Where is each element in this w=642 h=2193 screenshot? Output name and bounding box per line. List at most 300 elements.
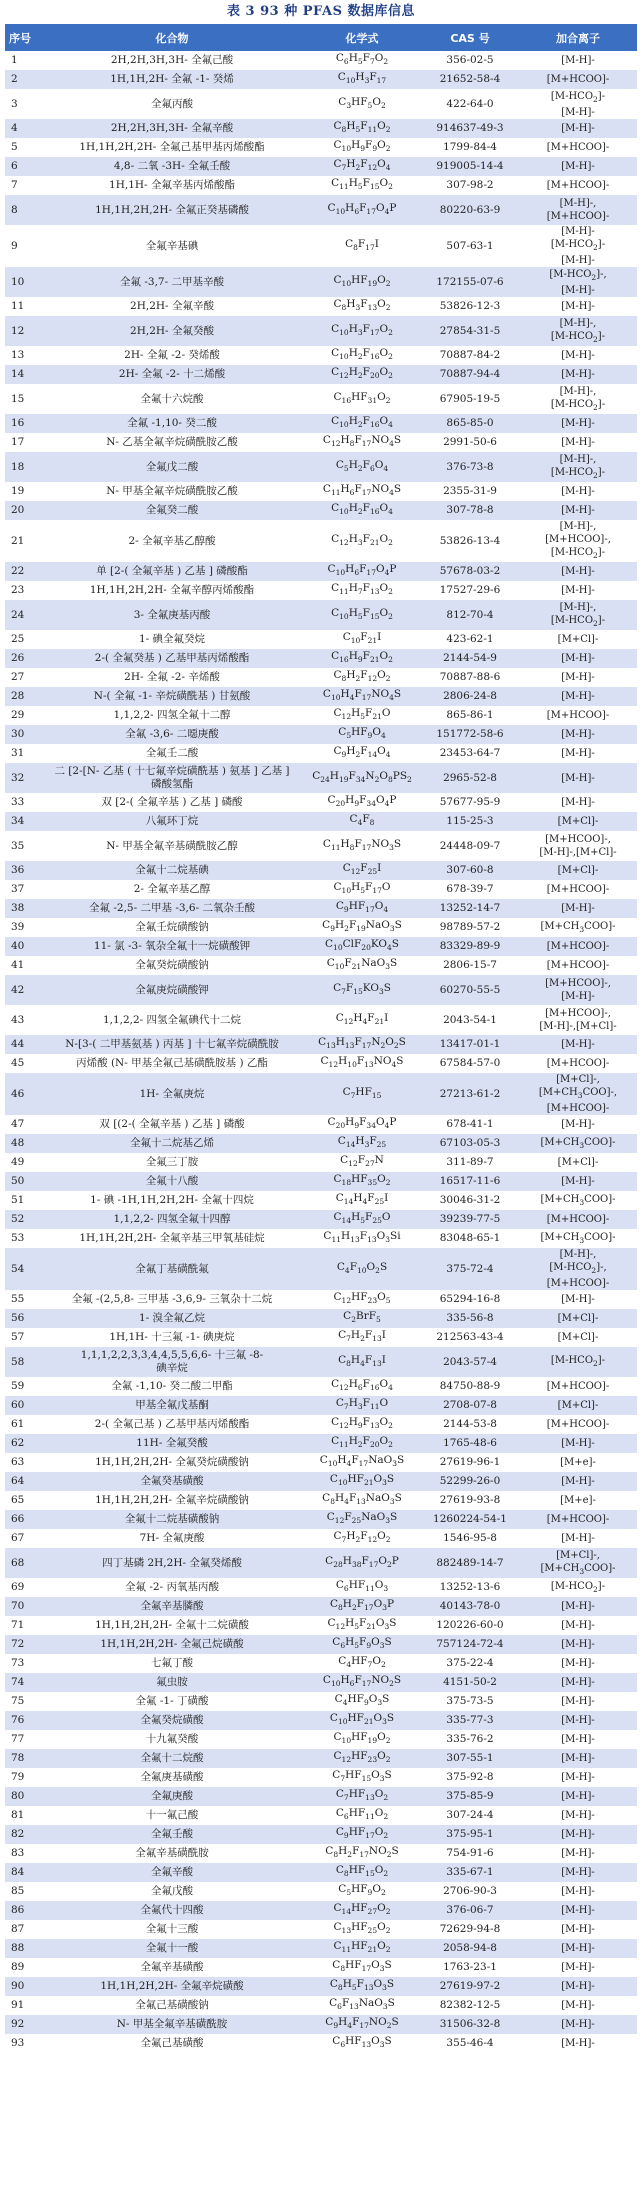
table-row [5,1692,637,1711]
compound-name: 1H- 全氟庚烷 [41,1073,303,1115]
row-number: 87 [5,1920,41,1939]
compound-name: 全氟 -3,7- 二甲基辛酸 [41,267,303,297]
cas-number: 2991-50-6 [421,433,519,452]
cas-number: 120226-60-0 [421,1616,519,1635]
cas-number: 40143-78-0 [421,1597,519,1616]
compound-name: 全氟十八酸 [41,1172,303,1191]
chemical-formula: $C_{14}H_4F_{25}I$ [303,1191,421,1210]
table-row [5,384,637,414]
adduct-ion: [M-H]- [519,1806,637,1825]
adduct-ion: [M+Cl]-, $[M+CH_3COO]-$ [519,1548,637,1578]
compound-name: 二 [2-[N- 乙基 ( 十七氟辛烷磺酰基 ) 氨基 ] 乙基 ] 磷酸氢酯 [41,763,303,793]
row-number: 18 [5,452,41,482]
adduct-ion: [M+Cl]- [519,1309,637,1328]
adduct-ion: $[M-HCO_2]-$ [519,1347,637,1377]
row-number: 88 [5,1939,41,1958]
table-row [5,433,637,452]
compound-name: 十九氟癸酸 [41,1730,303,1749]
compound-name: 八氟环丁烷 [41,812,303,831]
row-number: 42 [5,975,41,1005]
table-row [5,1939,637,1958]
compound-name: 全氟代十四酸 [41,1901,303,1920]
compound-name: 1H,1H,2H,2H- 全氟辛醇丙烯酸酯 [41,581,303,600]
row-number: 73 [5,1654,41,1673]
cas-number: 1765-48-6 [421,1434,519,1453]
header-formula: 化学式 [303,24,421,51]
adduct-ion: [M-H]- [519,1654,637,1673]
row-number: 68 [5,1548,41,1578]
row-number: 48 [5,1134,41,1153]
adduct-ion: [M-H]-, $[M-HCO_2]-$ [519,384,637,414]
table-row [5,1328,637,1347]
compound-name: 全氟己基磺酸钠 [41,1996,303,2015]
table-row [5,918,637,937]
table-row [5,1578,637,1597]
compound-name: 1H,1H,2H,2H- 全氟正癸基磷酸 [41,195,303,225]
cas-number: 53826-13-4 [421,520,519,562]
table-row [5,1882,637,1901]
compound-name: 全氟十二烷基磺酸钠 [41,1510,303,1529]
table-row [5,520,637,562]
chemical-formula: $C_7H_2F_{12}O_2$ [303,1529,421,1548]
adduct-ion: [M-H]-, [M+HCOO]- [519,195,637,225]
row-number: 82 [5,1825,41,1844]
compound-name: 1H,1H,2H- 全氟 -1- 癸烯 [41,70,303,89]
table-row [5,2015,637,2034]
chemical-formula: $C_{10}H_3F_{17}O_2$ [303,316,421,346]
table-row [5,1377,637,1396]
adduct-ion: [M-H]- [519,581,637,600]
adduct-ion: $[M-HCO_2]-$ [519,1578,637,1597]
table-row [5,1825,637,1844]
row-number: 15 [5,384,41,414]
cas-number: 53826-12-3 [421,297,519,316]
adduct-ion: [M+HCOO]- [519,1510,637,1529]
row-number: 49 [5,1153,41,1172]
cas-number: 4151-50-2 [421,1673,519,1692]
row-number: 31 [5,744,41,763]
adduct-ion: [M-H]- [519,1035,637,1054]
compound-name: 全氟戊二酸 [41,452,303,482]
cas-number: 31506-32-8 [421,2015,519,2034]
row-number: 51 [5,1191,41,1210]
adduct-ion: [M-H]- [519,793,637,812]
row-number: 65 [5,1491,41,1510]
cas-number: 1546-95-8 [421,1529,519,1548]
row-number: 24 [5,600,41,630]
compound-name: 1H,1H- 十三氟 -1- 碘庚烷 [41,1328,303,1347]
row-number: 69 [5,1578,41,1597]
row-number: 9 [5,225,41,267]
chemical-formula: $C_{12}F_{25}NaO_3S$ [303,1510,421,1529]
adduct-ion: [M+Cl]- [519,1153,637,1172]
adduct-ion: [M-H]- [519,482,637,501]
adduct-ion: [M+HCOO]-, [M-H]-,[M+Cl]- [519,831,637,861]
adduct-ion: $[M-HCO_2]-$ [M-H]- [519,89,637,119]
cas-number: 375-72-4 [421,1248,519,1290]
compound-name: N-( 全氟 -1- 辛烷磺酰基 ) 甘氨酸 [41,687,303,706]
row-number: 40 [5,937,41,956]
row-number: 52 [5,1210,41,1229]
adduct-ion: [M-H]- [519,744,637,763]
compound-name: 11H- 全氟癸酸 [41,1434,303,1453]
row-number: 90 [5,1977,41,1996]
adduct-ion: [M-H]- [519,562,637,581]
table-row [5,956,637,975]
table-row [5,1749,637,1768]
adduct-ion: [M+Cl]- [519,861,637,880]
row-number: 6 [5,157,41,176]
cas-number: 2144-54-9 [421,649,519,668]
chemical-formula: $C_7HF_{15}$ [303,1073,421,1115]
compound-name: 1,1,1,2,2,3,3,4,4,5,5,6,6- 十三氟 -8- 碘辛烷 [41,1347,303,1377]
cas-number: 754-91-6 [421,1844,519,1863]
table-row [5,2034,637,2053]
row-number: 25 [5,630,41,649]
chemical-formula: $C_9HF_{17}O_4$ [303,899,421,918]
compound-name: N- 甲基全氟辛烷磺酰胺乙酸 [41,482,303,501]
adduct-ion: [M-H]- $[M-HCO_2]-$ [M-H]- [519,225,637,267]
chemical-formula: $C_4F_8$ [303,812,421,831]
cas-number: 57677-95-9 [421,793,519,812]
table-row [5,1248,637,1290]
row-number: 57 [5,1328,41,1347]
table-row [5,1434,637,1453]
cas-number: 2355-31-9 [421,482,519,501]
table-header [5,24,637,51]
adduct-ion: [M-H]- [519,1434,637,1453]
adduct-ion: [M-H]- [519,668,637,687]
cas-number: 507-63-1 [421,225,519,267]
adduct-ion: [M-H]- [519,1172,637,1191]
chemical-formula: $C_5HF_9O_2$ [303,1882,421,1901]
cas-number: 70887-88-6 [421,668,519,687]
chemical-formula: $C_{12}H_8F_{17}NO_4S$ [303,433,421,452]
compound-name: 1- 溴全氟乙烷 [41,1309,303,1328]
compound-name: 双 [(2-( 全氟辛基 ) 乙基 ] 磷酸 [41,1115,303,1134]
chemical-formula: $C_7H_3F_{11}O$ [303,1396,421,1415]
row-number: 59 [5,1377,41,1396]
compound-name: 2H,2H- 全氟辛酸 [41,297,303,316]
chemical-formula: $C_6HF_{11}O_3$ [303,1578,421,1597]
cas-number: 375-92-8 [421,1768,519,1787]
adduct-ion: [M-H]- [519,1958,637,1977]
row-number: 77 [5,1730,41,1749]
adduct-ion: [M+e]- [519,1491,637,1510]
cas-number: 52299-26-0 [421,1472,519,1491]
table-row [5,1134,637,1153]
adduct-ion: [M-H]- [519,414,637,433]
row-number: 91 [5,1996,41,2015]
compound-name: 全氟 -3,6- 二噁庚酸 [41,725,303,744]
cas-number: 2043-57-4 [421,1347,519,1377]
compound-name: N- 乙基全氟辛烷磺酰胺乙酸 [41,433,303,452]
table-row [5,649,637,668]
row-number: 29 [5,706,41,725]
chemical-formula: $C_{12}H_6F_{16}O_4$ [303,1377,421,1396]
cas-number: 67103-05-3 [421,1134,519,1153]
table-row [5,195,637,225]
adduct-ion: [M-H]- [519,1901,637,1920]
row-number: 26 [5,649,41,668]
chemical-formula: $C_{12}H_4F_{21}I$ [303,1005,421,1035]
chemical-formula: $C_{10}H_5F_{15}O_2$ [303,600,421,630]
cas-number: 2708-07-8 [421,1396,519,1415]
cas-number: 375-22-4 [421,1654,519,1673]
compound-name: 甲基全氟戊基酮 [41,1396,303,1415]
compound-name: 四丁基磷 2H,2H- 全氟癸烯酸 [41,1548,303,1578]
compound-name: 全氟壬酸 [41,1825,303,1844]
compound-name: 十一氟己酸 [41,1806,303,1825]
cas-number: 151772-58-6 [421,725,519,744]
table-row [5,1863,637,1882]
chemical-formula: $C_{12}H_5F_{21}O$ [303,706,421,725]
chemical-formula: $C_5H_2F_6O_4$ [303,452,421,482]
adduct-ion: [M-H]- [519,1939,637,1958]
compound-name: 全氟丁基磺酰氟 [41,1248,303,1290]
adduct-ion: [M-H]- [519,1768,637,1787]
chemical-formula: $C_{16}HF_{31}O_2$ [303,384,421,414]
table-row [5,1054,637,1073]
adduct-ion: [M+HCOO]- [519,880,637,899]
cas-number: 57678-03-2 [421,562,519,581]
cas-number: 2058-94-8 [421,1939,519,1958]
table-row [5,1996,637,2015]
table-row [5,1415,637,1434]
table-row [5,975,637,1005]
table-row [5,1977,637,1996]
cas-number: 307-60-8 [421,861,519,880]
cas-number: 13252-14-7 [421,899,519,918]
adduct-ion: $[M+CH_3COO]-$ [519,918,637,937]
compound-name: 全氟癸基磺酸 [41,1472,303,1491]
chemical-formula: $C_{10}H_5F_{17}O$ [303,880,421,899]
adduct-ion: [M+Cl]- [519,812,637,831]
table-row [5,1958,637,1977]
chemical-formula: $C_6H_5F_9O_3S$ [303,1635,421,1654]
cas-number: 307-24-4 [421,1806,519,1825]
cas-number: 83329-89-9 [421,937,519,956]
row-number: 72 [5,1635,41,1654]
chemical-formula: $C_{12}F_{27}N$ [303,1153,421,1172]
compound-name: 全氟庚烷磺酸钾 [41,975,303,1005]
compound-name: 全氟 -1- 丁磺酸 [41,1692,303,1711]
table-row [5,899,637,918]
row-number: 46 [5,1073,41,1115]
adduct-ion: [M-H]- [519,346,637,365]
table-row [5,1453,637,1472]
row-number: 32 [5,763,41,793]
adduct-ion: [M+HCOO]- [519,70,637,89]
row-number: 10 [5,267,41,297]
compound-name: 全氟辛基碘 [41,225,303,267]
cas-number: 98789-57-2 [421,918,519,937]
row-number: 44 [5,1035,41,1054]
table-row [5,1616,637,1635]
chemical-formula: $C_7HF_{15}O_3S$ [303,1768,421,1787]
cas-number: 83048-65-1 [421,1229,519,1248]
compound-name: 4,8- 二氧 -3H- 全氟壬酸 [41,157,303,176]
table-row [5,831,637,861]
cas-number: 919005-14-4 [421,157,519,176]
row-number: 33 [5,793,41,812]
chemical-formula: $C_{12}F_{25}I$ [303,861,421,880]
chemical-formula: $C_{11}HF_{21}O_2$ [303,1939,421,1958]
chemical-formula: $C_{10}HF_{19}O_2$ [303,267,421,297]
compound-name: 全氟 -2,5- 二甲基 -3,6- 二氧杂壬酸 [41,899,303,918]
compound-name: 全氟壬二酸 [41,744,303,763]
chemical-formula: $C_8H_2F_{12}O_2$ [303,668,421,687]
row-number: 93 [5,2034,41,2053]
row-number: 55 [5,1290,41,1309]
compound-name: 7H- 全氟庚酸 [41,1529,303,1548]
table-row [5,861,637,880]
cas-number: 1763-23-1 [421,1958,519,1977]
row-number: 38 [5,899,41,918]
adduct-ion: [M-H]- [519,687,637,706]
adduct-ion: [M-H]- [519,501,637,520]
cas-number: 24448-09-7 [421,831,519,861]
table-row [5,812,637,831]
compound-name: 全氟壬烷磺酸钠 [41,918,303,937]
compound-name: 3- 全氟庚基丙酸 [41,600,303,630]
table-row [5,316,637,346]
cas-number: 60270-55-5 [421,975,519,1005]
row-number: 85 [5,1882,41,1901]
cas-number: 30046-31-2 [421,1191,519,1210]
chemical-formula: $C_6HF_{11}O_2$ [303,1806,421,1825]
compound-name: 全氟癸二酸 [41,501,303,520]
compound-name: 全氟十二烷酸 [41,1749,303,1768]
row-number: 21 [5,520,41,562]
compound-name: 1,1,2,2- 四氢全氟十二醇 [41,706,303,725]
table-row [5,176,637,195]
cas-number: 70887-84-2 [421,346,519,365]
row-number: 60 [5,1396,41,1415]
compound-name: 全氟癸烷磺酸 [41,1711,303,1730]
adduct-ion: [M+HCOO]- [519,956,637,975]
adduct-ion: [M+HCOO]- [519,1210,637,1229]
chemical-formula: $C_{13}H_{13}F_{17}N_2O_2S$ [303,1035,421,1054]
chemical-formula: $C_9H_4F_{17}NO_2S$ [303,2015,421,2034]
adduct-ion: [M+Cl]- [519,1328,637,1347]
adduct-ion: [M-H]- [519,725,637,744]
adduct-ion: [M-H]- [519,1787,637,1806]
row-number: 28 [5,687,41,706]
adduct-ion: [M-H]- [519,1730,637,1749]
table-row [5,1529,637,1548]
adduct-ion: [M-H]- [519,2015,637,2034]
compound-name: 2H,2H,3H,3H- 全氟己酸 [41,51,303,70]
cas-number: 2144-53-8 [421,1415,519,1434]
adduct-ion: [M+HCOO]- [519,937,637,956]
chemical-formula: $C_{10}H_3F_{17}$ [303,70,421,89]
chemical-formula: $C_{14}H_3F_{25}$ [303,1134,421,1153]
row-number: 67 [5,1529,41,1548]
table-row [5,482,637,501]
table-body [5,51,637,2053]
table-row [5,880,637,899]
chemical-formula: $C_{12}HF_{23}O_2$ [303,1749,421,1768]
table-row [5,1510,637,1529]
table-row [5,725,637,744]
adduct-ion: [M-H]- [519,51,637,70]
row-number: 27 [5,668,41,687]
cas-number: 356-02-5 [421,51,519,70]
chemical-formula: $C_8H_5F_{11}O_2$ [303,119,421,138]
row-number: 22 [5,562,41,581]
cas-number: 82382-12-5 [421,1996,519,2015]
cas-number: 115-25-3 [421,812,519,831]
row-number: 43 [5,1005,41,1035]
table-row [5,1787,637,1806]
adduct-ion: [M+HCOO]- [519,706,637,725]
table-row [5,414,637,433]
compound-name: 氟虫胺 [41,1673,303,1692]
adduct-ion: [M-H]- [519,119,637,138]
adduct-ion: [M+HCOO]- [519,1415,637,1434]
row-number: 70 [5,1597,41,1616]
row-number: 34 [5,812,41,831]
compound-name: 双 [2-( 全氟辛基 ) 乙基 ] 磷酸 [41,793,303,812]
chemical-formula: $C_7H_2F_{12}O_4$ [303,157,421,176]
chemical-formula: $C_6H_5F_7O_2$ [303,51,421,70]
adduct-ion: [M+HCOO]-, [M-H]-,[M+Cl]- [519,1005,637,1035]
chemical-formula: $C_{10}H_9F_9O_2$ [303,138,421,157]
header-cas: CAS 号 [421,24,519,51]
row-number: 64 [5,1472,41,1491]
cas-number: 678-41-1 [421,1115,519,1134]
row-number: 13 [5,346,41,365]
row-number: 35 [5,831,41,861]
compound-name: 1H,1H,2H,2H- 全氟十二烷磺酸 [41,1616,303,1635]
adduct-ion: [M-H]- [519,1996,637,2015]
table-row [5,501,637,520]
compound-name: 2H- 全氟 -2- 辛烯酸 [41,668,303,687]
chemical-formula: $C_{10}H_2F_{16}O_2$ [303,346,421,365]
cas-number: 13417-01-1 [421,1035,519,1054]
table-row [5,1309,637,1328]
cas-number: 376-06-7 [421,1901,519,1920]
compound-name: 全氟 -1,10- 癸二酸二甲酯 [41,1377,303,1396]
compound-name: 全氟三丁胺 [41,1153,303,1172]
adduct-ion: [M-H]- [519,1977,637,1996]
cas-number: 2965-52-8 [421,763,519,793]
table-row [5,138,637,157]
chemical-formula: $C_{14}HF_{27}O_2$ [303,1901,421,1920]
cas-number: 2706-90-3 [421,1882,519,1901]
row-number: 36 [5,861,41,880]
compound-name: 2- 全氟辛基乙醇酸 [41,520,303,562]
adduct-ion: $[M+CH_3COO]-$ [519,1229,637,1248]
chemical-formula: $C_2BrF_5$ [303,1309,421,1328]
adduct-ion: [M-H]-, [M+HCOO]-, $[M-HCO_2]-$ [519,520,637,562]
row-number: 2 [5,70,41,89]
chemical-formula: $C_{12}H_{10}F_{13}NO_4S$ [303,1054,421,1073]
adduct-ion: [M+Cl]-, $[M+CH_3COO]-$, [M+HCOO]- [519,1073,637,1115]
adduct-ion: [M-H]- [519,1290,637,1309]
table-row [5,346,637,365]
row-number: 14 [5,365,41,384]
adduct-ion: [M-H]- [519,1882,637,1901]
compound-name: 2H- 全氟 -2- 癸烯酸 [41,346,303,365]
chemical-formula: $C_{10}ClF_{20}KO_4S$ [303,937,421,956]
cas-number: 335-77-3 [421,1711,519,1730]
adduct-ion: [M-H]- [519,1711,637,1730]
chemical-formula: $C_{12}H_2F_{20}O_2$ [303,365,421,384]
chemical-formula: $C_{11}H_2F_{20}O_2$ [303,1434,421,1453]
adduct-ion: [M-H]- [519,899,637,918]
